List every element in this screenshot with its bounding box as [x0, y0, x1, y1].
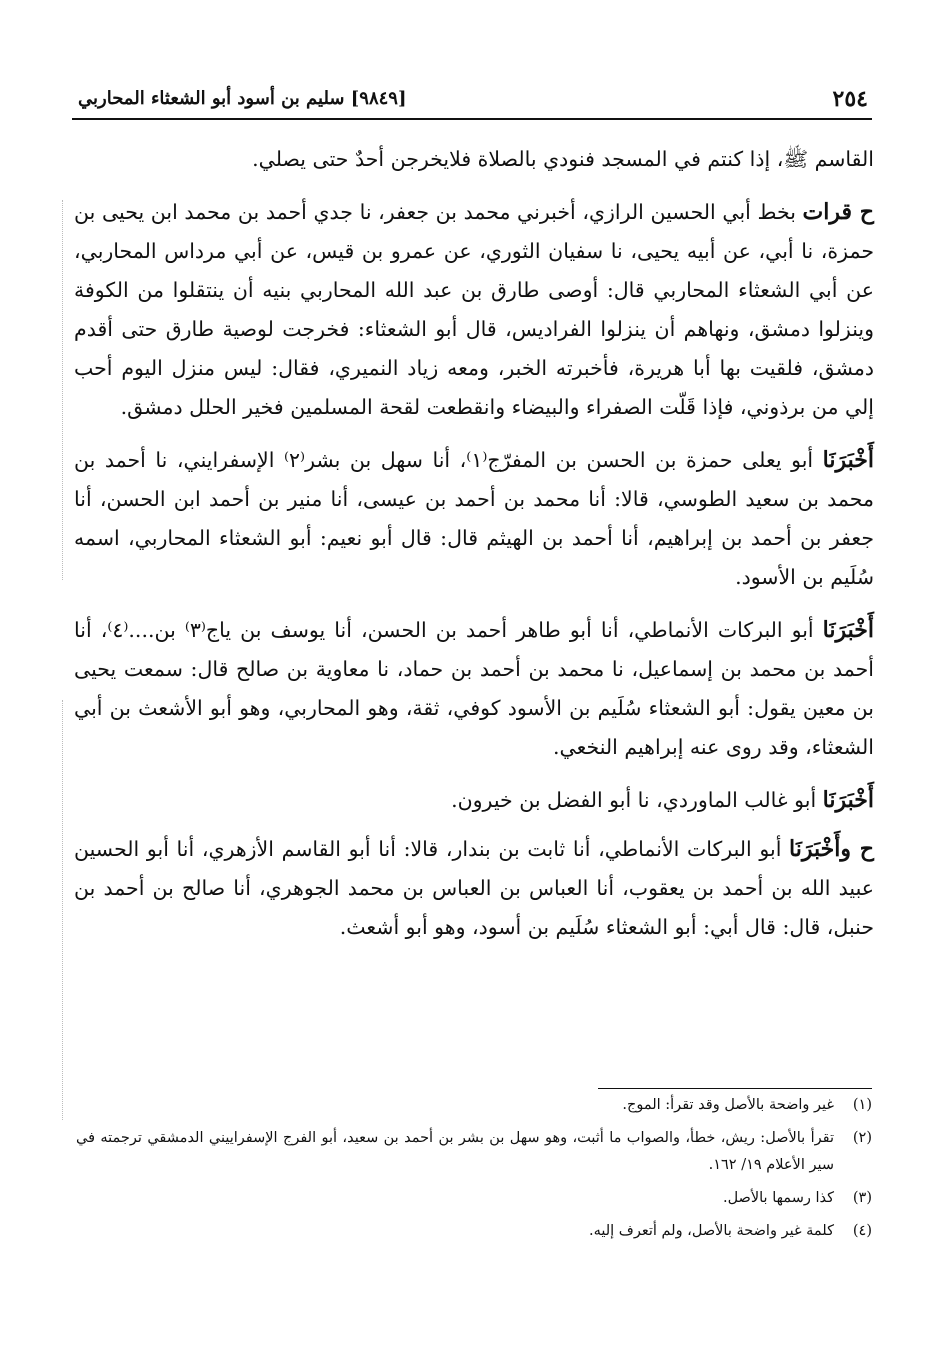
footnote-text: كذا رسمها بالأصل. — [722, 1190, 834, 1206]
paragraph-lead: ح قرات — [802, 199, 875, 225]
header-title: [٩٨٤٩] سليم بن أسود أبو الشعثاء المحاربي — [78, 88, 407, 109]
footnote-4 — [76, 1218, 872, 1245]
footnote-number: (٤) — [852, 1223, 872, 1239]
paragraph-lead: أَخْبَرَنَا — [822, 787, 874, 813]
footnote-2 — [76, 1125, 872, 1179]
paragraph-lead: أَخْبَرَنَا — [822, 447, 874, 473]
footnote-text: كلمة غير واضحة بالأصل، ولم أتعرف إليه. — [588, 1223, 834, 1239]
page-number: ٢٥٤ — [832, 86, 868, 112]
paragraph-text: أبو غالب الماوردي، نا أبو الفضل بن خيرون. — [451, 788, 823, 812]
paragraph-3 — [74, 441, 874, 597]
scan-edge-mark — [62, 200, 73, 580]
paragraph-text: أبو يعلى حمزة بن الحسن بن المفرّج⁽١⁾، أنا سهل بن بشر⁽٢⁾ الإسفرايني، نا أحمد بن محمد بن سعيد الطوسي، قالا: أنا محمد بن أحمد بن عيسى، أنا منير بن أحمد ابن الحسن، أنا جعفر بن أحمد بن إبراهيم، أنا أحمد بن الهيثم قال: قال أبو نعيم: أبو الشعثاء المحاربي، اسمه سُلَيم بن الأسود. — [74, 448, 874, 589]
footnote-3 — [76, 1185, 872, 1212]
paragraph-lead: ح وأَخْبَرَنَا — [789, 836, 874, 862]
paragraph-6 — [74, 830, 874, 947]
footnote-divider — [598, 1088, 872, 1089]
footnote-number: (١) — [852, 1097, 872, 1113]
paragraph-2 — [74, 193, 874, 427]
paragraph-text: القاسم ﷺ، إذا كنتم في المسجد فنودي بالصلاة فلايخرجن أحدٌ حتى يصلي. — [252, 147, 874, 171]
paragraph-4 — [74, 611, 874, 767]
footnote-text: تقرأ بالأصل: ريش، خطأ، والصواب ما أثبت، وهو سهل بن بشر بن أحمد بن سعيد، أبو الفرج الإسفراييني الدمشقي ترجمته في سير الأعلام ١٩/ ١٦٢. — [76, 1130, 834, 1173]
scan-edge-mark — [62, 700, 73, 1120]
paragraph-1 — [74, 140, 874, 179]
footnote-number: (٢) — [852, 1130, 872, 1146]
main-text — [74, 140, 874, 961]
paragraph-text: أبو البركات الأنماطي، أنا أبو طاهر أحمد بن الحسن، أنا يوسف بن ياج⁽٣⁾ بن....⁽٤⁾، أنا أحمد بن محمد بن إسماعيل، نا محمد بن أحمد بن حماد، نا معاوية بن صالح قال: سمعت يحيى بن معين يقول: أبو الشعثاء سُلَيم بن الأسود كوفي، ثقة، وهو المحاربي، وهو أبو الأشعث بن أبي الشعثاء، وقد روى عنه إبراهيم النخعي. — [74, 618, 874, 759]
footnote-number: (٣) — [852, 1190, 872, 1206]
footnote-text: غير واضحة بالأصل وقد تقرأ: الموج. — [622, 1097, 834, 1113]
paragraph-text: بخط أبي الحسين الرازي، أخبرني محمد بن جعفر، نا جدي أحمد بن محمد ابن يحيى بن حمزة، نا أبي، عن أبيه يحيى، نا سفيان الثوري، عن عمرو بن قيس، عن أبي مرداس المحاربي، عن أبي الشعثاء المحاربي قال: أوصى طارق بن عبد الله المحاربي بنيه أن ينتقلوا من الكوفة وينزلوا دمشق، ونهاهم أن ينزلوا الفراديس، قال أبو الشعثاء: فخرجت لوصية طارق حتى أقدم دمشق، فلقيت بها أبا هريرة، فأخبرته الخبر، ومعه زياد النميري، فقال: ليس منزل اليوم أحب إلي من برذوني، فإذا قَلّت الصفراء والبيضاء وانقطعت لقحة المسلمين فخير الحلل دمشق. — [74, 200, 874, 419]
paragraph-lead: أَخْبَرَنَا — [822, 617, 874, 643]
footnotes — [76, 1092, 872, 1251]
running-header — [72, 84, 872, 120]
footnote-1 — [76, 1092, 872, 1119]
paragraph-text: أبو البركات الأنماطي، أنا ثابت بن بندار، قالا: أنا أبو القاسم الأزهري، أنا أبو الحسين عبيد الله بن أحمد بن يعقوب، أنا العباس بن العباس بن محمد الجوهري، أنا صالح بن أحمد بن حنبل، قال: قال أبي: أبو الشعثاء سُلَيم بن أسود، وهو أبو أشعث. — [74, 837, 874, 939]
paragraph-5 — [74, 781, 874, 820]
